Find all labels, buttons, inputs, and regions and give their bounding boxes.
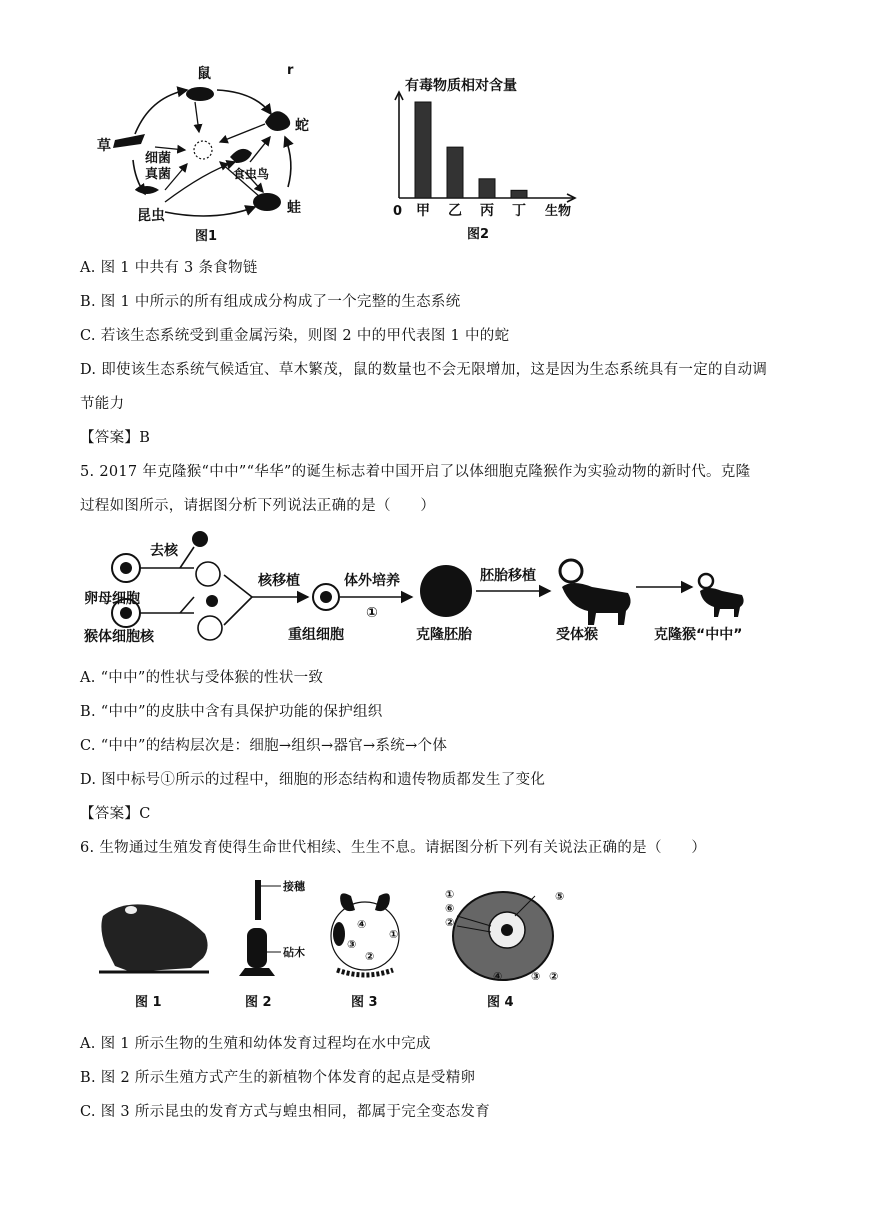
snake-icon [265,111,290,131]
fig2-caption: 图2 [467,227,490,242]
bar-3 [511,190,527,198]
bird-icon [230,149,252,163]
bar-label-3: 丁 [512,203,526,219]
label-step-1: ① [366,605,378,621]
bar-label-2: 丙 [480,203,494,219]
q4-option-b: B. 图 1 中所示的所有组成成分构成了一个完整的生态系统 [80,294,461,310]
toxin-bar-chart [385,72,585,244]
label-fungi: 真菌 [145,167,172,182]
bar-label-1: 乙 [448,203,462,219]
fig1-caption-q6: 图 1 [135,995,162,1010]
label-nuclear-transfer: 核移植 [258,573,300,589]
clone-monkey-icon [699,574,744,617]
q4-option-a: A. 图 1 中共有 3 条食物链 [80,260,258,276]
mouse-icon [186,87,214,101]
label-insectivorous-bird: 食虫鸟 [233,167,270,181]
q6-option-a: A. 图 1 所示生物的生殖和幼体发育过程均在水中完成 [80,1036,431,1052]
label-stock: 砧木 [283,946,305,959]
recipient-monkey-icon [560,560,631,625]
reproduction-figure [95,876,575,1016]
q4-option-d-cont: 节能力 [80,396,125,412]
fig3-caption-q6: 图 3 [351,995,378,1010]
label-embryo-transfer: 胚胎移植 [480,568,536,584]
q4-answer: 【答案】B [80,430,151,446]
fig3-mark-4: ④ [357,918,367,931]
grafting-image [239,880,281,976]
bird-egg-image [453,892,553,980]
cloning-process-figure [82,525,782,647]
q4-option-c: C. 若该生态系统受到重金属污染，则图 2 中的甲代表图 1 中的蛇 [80,328,510,344]
fig4-mark-2a: ② [445,916,455,929]
fig4-caption-q6: 图 4 [487,995,514,1010]
q6-stem: 6. 生物通过生殖发育使得生命世代相续、生生不息。请据图分析下列有关说法正确的是（ ） [80,840,707,856]
label-clone-monkey: 克隆猴“中中” [654,627,743,643]
q5-option-d: D. 图中标号①所示的过程中，细胞的形态结构和遗传物质都发生了变化 [80,772,546,788]
fig4-mark-5: ⑤ [555,890,565,903]
fig4-mark-4: ④ [493,970,503,983]
label-bacteria: 细菌 [145,151,172,166]
embryo-icon [420,565,472,617]
bar-2 [479,179,495,198]
corner-mark: r [287,63,294,78]
label-grass: 草 [97,138,111,154]
fig2-caption-q6: 图 2 [245,995,272,1010]
label-in-vitro-culture: 体外培养 [344,573,400,589]
q5-stem-line2: 过程如图所示，请据图分析下列说法正确的是（ ） [80,498,436,514]
frog-icon [253,193,281,211]
label-clone-embryo: 克隆胚胎 [416,627,472,643]
chart-ylabel: 有毒物质相对含量 [405,78,517,94]
q5-stem-line1: 5. 2017 年克隆猴“中中”“华华”的诞生标志着中国开启了以体细胞克隆猴作为实验动物的新时代。克隆 [80,464,751,480]
label-remove-nucleus: 去核 [150,543,178,559]
bar-label-0: 甲 [416,203,430,219]
fig4-mark-6: ⑥ [445,902,455,915]
label-scion: 接穗 [283,880,305,893]
label-reconstructed-cell: 重组细胞 [288,627,344,643]
q5-option-b: B. “中中”的皮肤中含有具保护功能的保护组织 [80,704,383,720]
fig3-mark-2: ② [365,950,375,963]
q6-option-b: B. 图 2 所示生殖方式产生的新植物个体发育的起点是受精卵 [80,1070,476,1086]
label-monkey-nucleus: 猴体细胞核 [84,629,154,645]
bar-1 [447,147,463,198]
label-egg-cell: 卵母细胞 [84,591,140,607]
label-mouse: 鼠 [197,66,211,82]
q5-option-c: C. “中中”的结构层次是：细胞→组织→器官→系统→个体 [80,738,448,754]
fig4-mark-2b: ② [549,970,559,983]
bar-0 [415,102,431,198]
fig3-mark-3: ③ [347,938,357,951]
q4-option-d: D. 即使该生态系统气候适宜、草木繁茂，鼠的数量也不会无限增加，这是因为生态系统具有一定的自动调 [80,362,768,378]
fig1-caption: 图1 [195,229,218,244]
fig3-mark-1: ① [389,928,399,941]
chart-xlabel: 生物 [545,204,572,219]
fig4-mark-1: ① [445,888,455,901]
grass-icon [113,134,145,148]
q5-option-a: A. “中中”的性状与受体猴的性状一致 [80,670,324,686]
fig4-mark-3: ③ [531,970,541,983]
label-recipient-monkey: 受体猴 [556,627,598,643]
chart-origin: 0 [393,204,403,219]
frog-image [99,904,209,972]
label-frog: 蛙 [287,200,301,216]
food-web-figure [95,62,330,244]
insect-icon [135,186,159,194]
q6-option-c: C. 图 3 所示昆虫的发育方式与蝗虫相同，都属于完全变态发育 [80,1104,491,1120]
q5-answer: 【答案】C [80,806,151,822]
label-insect: 昆虫 [137,208,165,224]
label-snake: 蛇 [295,118,309,134]
